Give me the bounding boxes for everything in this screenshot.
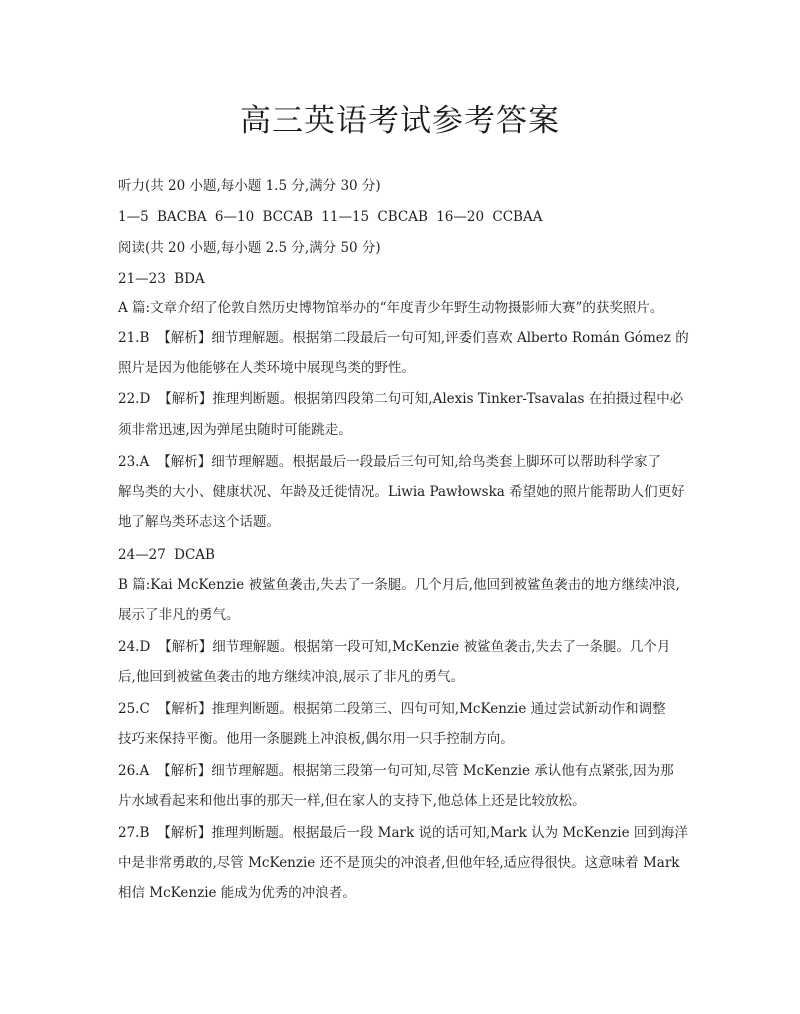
section-b-summary-1: B 篇:Kai McKenzie 被鲨鱼袭击,失去了一条腿。几个月后,他回到被鲨鱼袭击的地方继续冲浪, xyxy=(118,577,680,593)
q21-line-2: 照片是因为他能够在人类环境中展现鸟类的野性。 xyxy=(118,360,415,376)
q25-tag: 【解析】 xyxy=(157,701,212,717)
q27-label: 27.B xyxy=(118,825,150,841)
q23-label: 23.A xyxy=(118,454,150,470)
q27-line-3: 相信 McKenzie 能成为优秀的冲浪者。 xyxy=(118,885,356,901)
q26-label: 26.A xyxy=(118,763,150,779)
q22-tag: 【解析】 xyxy=(158,391,213,407)
q25-text: 推理判断题。根据第二段第三、四句可知,McKenzie 通过尝试新动作和调整 xyxy=(211,701,666,717)
q24-tag: 【解析】 xyxy=(158,639,213,655)
q21-text: 细节理解题。根据第二段最后一句可知,评委们喜欢 Alberto Román Gómez 的 xyxy=(211,330,689,346)
q24-line-1 xyxy=(118,637,670,657)
q22-text: 推理判断题。根据第四段第二句可知,Alexis Tinker-Tsavalas 在拍摄过程中必 xyxy=(212,391,684,407)
q27-text: 推理判断题。根据最后一段 Mark 说的话可知,Mark 认为 McKenzie 回到海洋 xyxy=(211,825,688,841)
section-b-range: 24—27 DCAB xyxy=(118,547,215,563)
q23-line-2: 解鸟类的大小、健康状况、年龄及迁徙情况。Liwia Pawłowska 希望她的照片能帮助人们更好 xyxy=(118,484,685,500)
q25-line-1 xyxy=(118,699,666,719)
page-title: 高三英语考试参考答案 xyxy=(240,103,560,139)
q24-line-2: 后,他回到被鲨鱼袭击的地方继续冲浪,展示了非凡的勇气。 xyxy=(118,669,465,685)
q27-line-2: 中是非常勇敢的,尽管 McKenzie 还不是顶尖的冲浪者,但他年轻,适应得很快。这意味着 Mark xyxy=(118,855,680,871)
q21-label: 21.B xyxy=(118,330,150,346)
q21-tag: 【解析】 xyxy=(157,330,212,346)
q21-line-1 xyxy=(118,328,689,348)
listening-heading: 听力(共 20 小题,每小题 1.5 分,满分 30 分) xyxy=(118,178,381,194)
section-a-summary: A 篇:文章介绍了伦敦自然历史博物馆举办的“年度青少年野生动物摄影师大赛”的获奖照片。 xyxy=(118,300,664,316)
q26-line-1 xyxy=(118,761,674,781)
q24-label: 24.D xyxy=(118,639,151,655)
q26-line-2: 片水域看起来和他出事的那天一样,但在家人的支持下,他总体上还是比较放松。 xyxy=(118,793,586,809)
q23-text: 细节理解题。根据最后一段最后三句可知,给鸟类套上脚环可以帮助科学家了 xyxy=(211,454,662,470)
listening-answers: 1—5 BACBA 6—10 BCCAB 11—15 CBCAB 16—20 CCBAA xyxy=(118,209,543,225)
reading-heading: 阅读(共 20 小题,每小题 2.5 分,满分 50 分) xyxy=(118,240,381,256)
q23-tag: 【解析】 xyxy=(157,454,212,470)
q27-tag: 【解析】 xyxy=(157,825,212,841)
q22-line-1 xyxy=(118,389,683,409)
q23-line-3: 地了解鸟类环志这个话题。 xyxy=(118,514,280,530)
q24-text: 细节理解题。根据第一段可知,McKenzie 被鲨鱼袭击,失去了一条腿。几个月 xyxy=(212,639,671,655)
q27-line-1 xyxy=(118,823,688,843)
q25-line-2: 技巧来保持平衡。他用一条腿跳上冲浪板,偶尔用一只手控制方向。 xyxy=(118,731,514,747)
section-b-summary-2: 展示了非凡的勇气。 xyxy=(118,607,240,623)
q25-label: 25.C xyxy=(118,701,150,717)
q23-line-1 xyxy=(118,452,661,472)
section-a-range: 21—23 BDA xyxy=(118,271,205,287)
q22-line-2: 须非常迅速,因为弹尾虫随时可能跳走。 xyxy=(118,422,352,438)
q26-tag: 【解析】 xyxy=(157,763,212,779)
q26-text: 细节理解题。根据第三段第一句可知,尽管 McKenzie 承认他有点紧张,因为那 xyxy=(211,763,674,779)
q22-label: 22.D xyxy=(118,391,151,407)
